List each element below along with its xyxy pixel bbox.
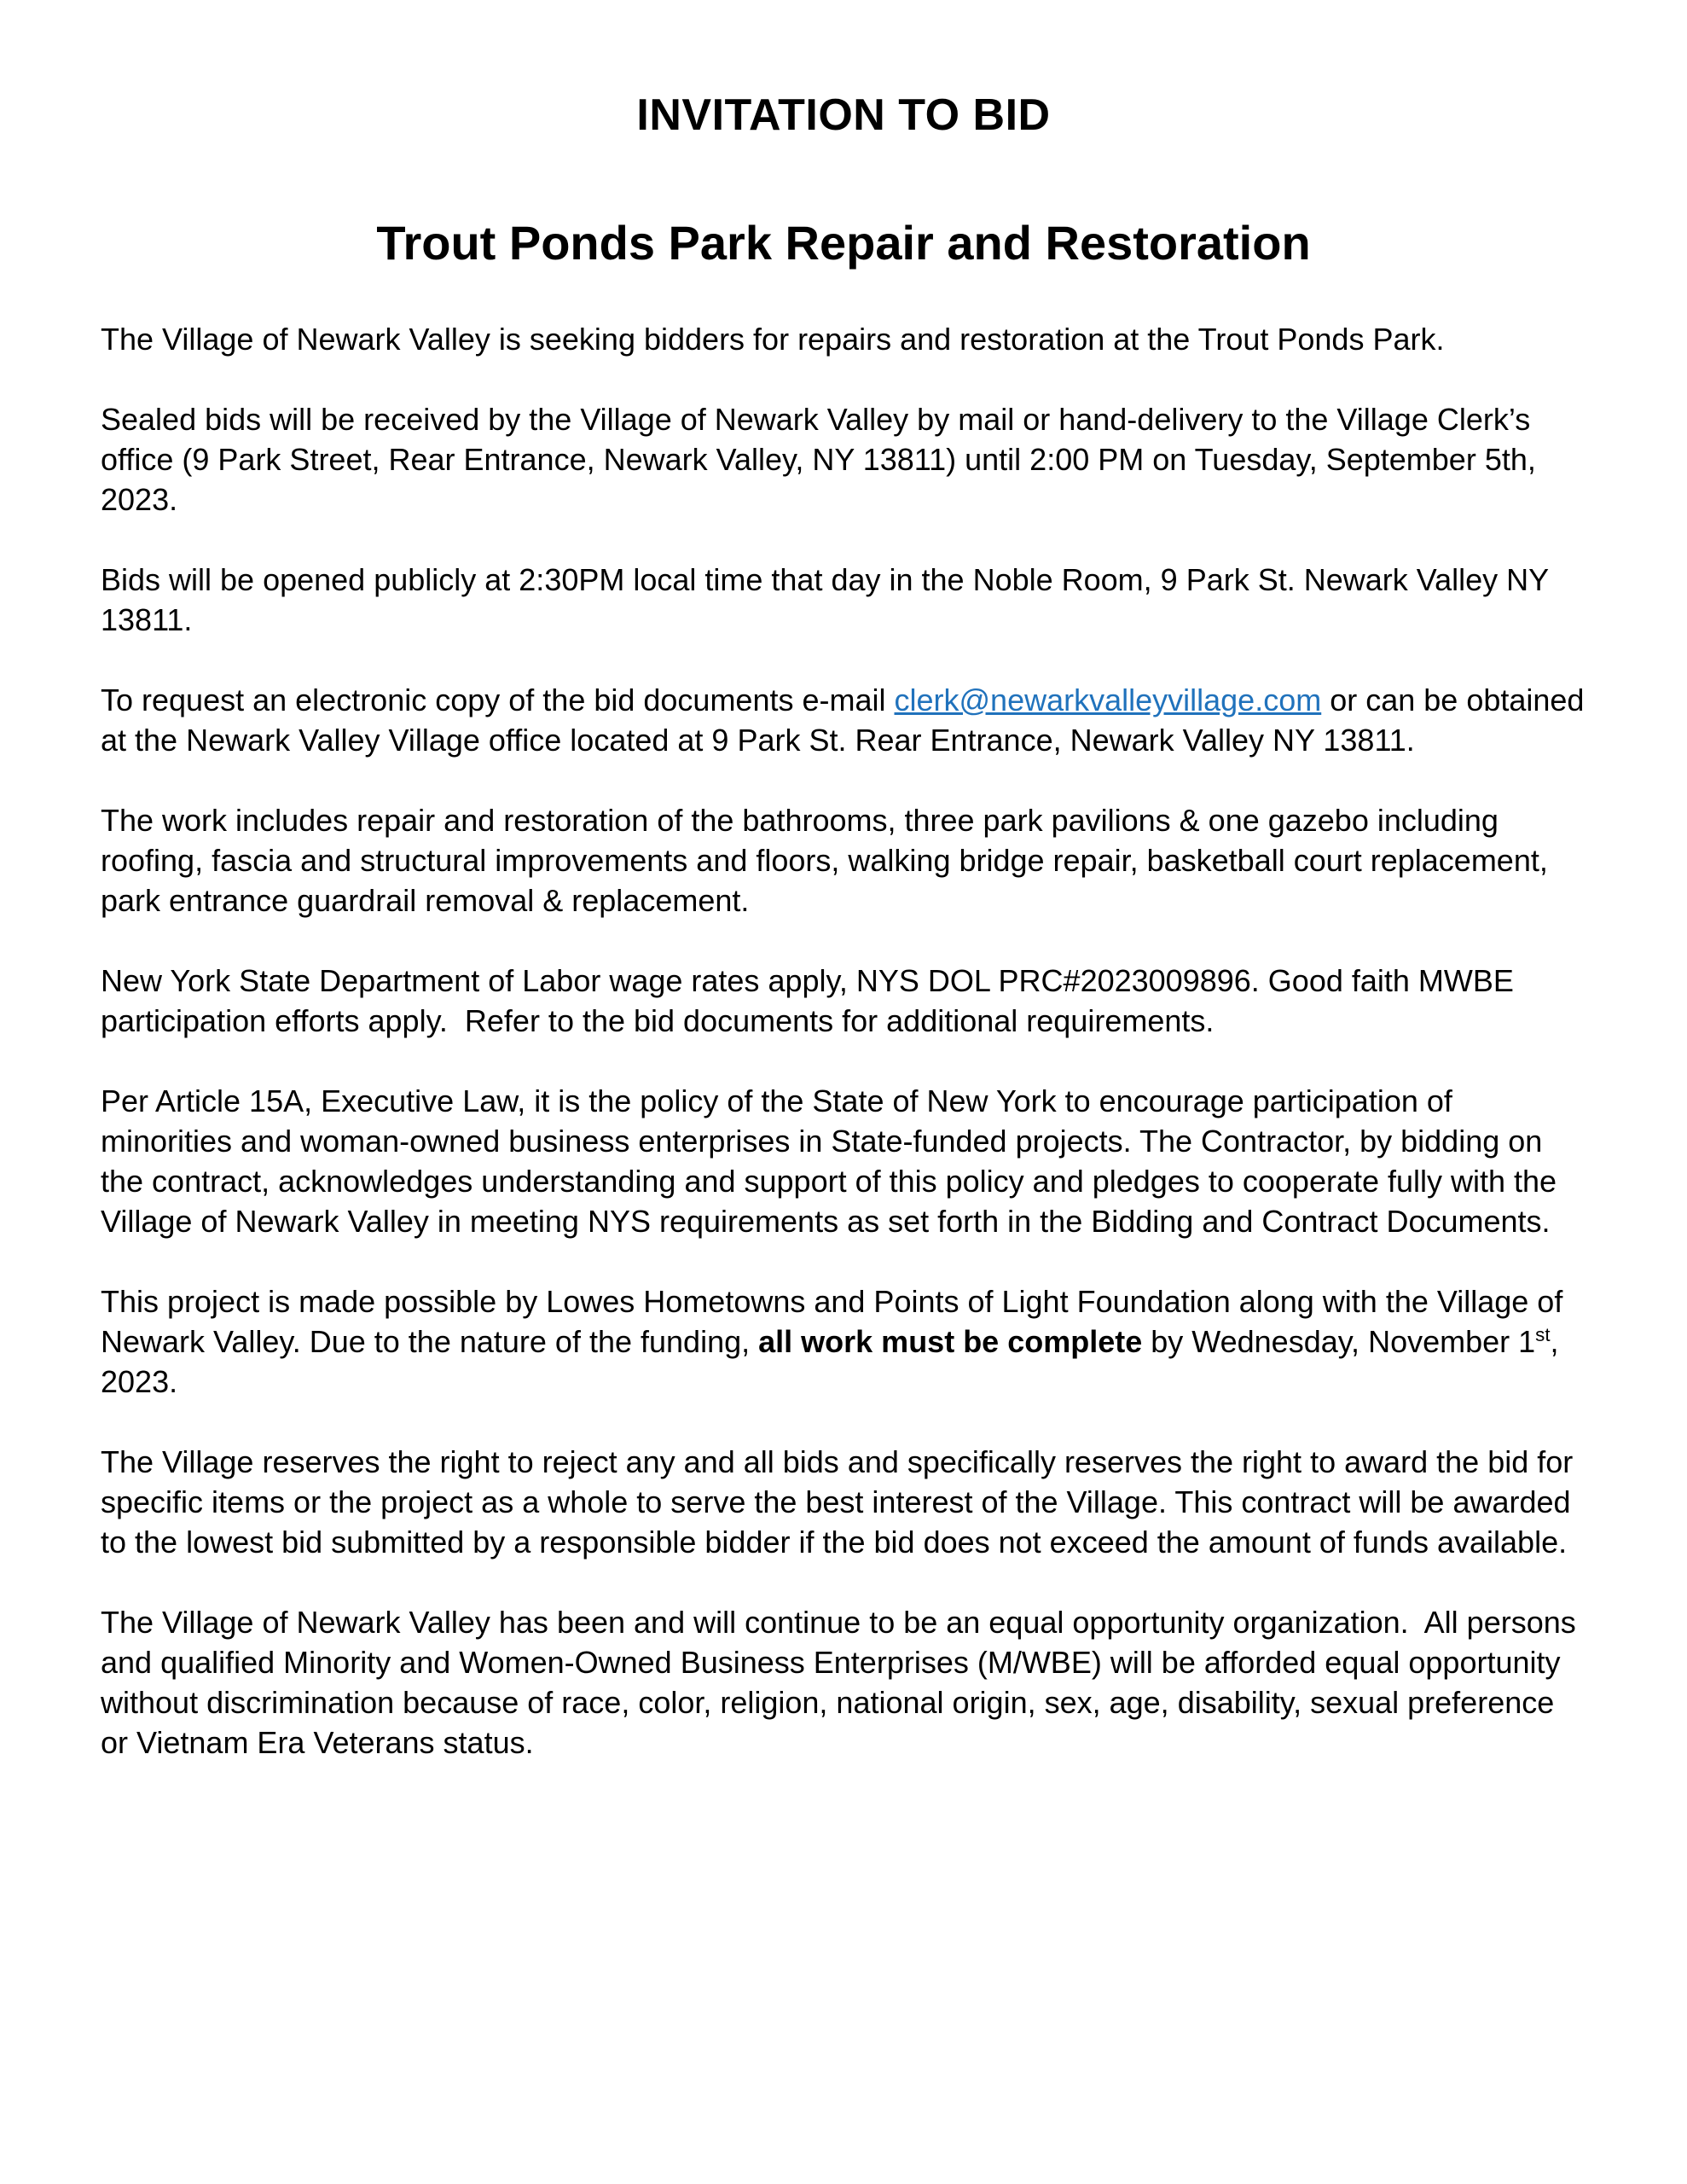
text-run: New York State Department of Labor wage rates apply, NYS DOL PRC#2023009896. Good faith MWBE participation efforts apply. Refer to the bid documents for additional requirements.: [101, 963, 1522, 1038]
text-run: The work includes repair and restoration of the bathrooms, three park pavilions & one gazebo including roofing, fascia and structural improvements and floors, walking bridge repair, basketball court replacement, park entrance guardrail removal & replacement.: [101, 803, 1557, 918]
paragraph: [101, 560, 1586, 640]
text-run: by Wednesday, November 1: [1142, 1324, 1536, 1359]
text-run: , 2023.: [101, 1324, 1568, 1399]
text-run: Bids will be opened publicly at 2:30PM local time that day in the Noble Room, 9 Park St. Newark Valley NY 13811.: [101, 562, 1557, 637]
paragraph: [101, 399, 1586, 520]
text-run: or can be obtained at the Newark Valley Village office located at 9 Park St. Rear Entrance, Newark Valley NY 13811.: [101, 682, 1593, 758]
paragraph: [101, 1442, 1586, 1562]
email-link[interactable]: clerk@newarkvalleyvillage.com: [894, 682, 1322, 717]
document-body: [101, 319, 1593, 1763]
document-title: INVITATION TO BID: [636, 90, 1051, 140]
paragraph: [101, 1602, 1586, 1763]
paragraph: [101, 1281, 1586, 1402]
paragraph: [101, 961, 1586, 1041]
document-subtitle: Trout Ponds Park Repair and Restoration: [376, 216, 1311, 270]
superscript-run: st: [1535, 1324, 1551, 1345]
paragraph: [101, 319, 1586, 359]
text-run: Per Article 15A, Executive Law, it is the policy of the State of New York to encourage participation of minorities and woman-owned business enterprises in State-funded projects. The Contractor, by bidding on the contract, acknowledges understanding and support of this policy and pledges to cooperate fully with the Village of Newark Valley in meeting NYS requirements as set forth in the Bidding and Contract Documents.: [101, 1083, 1566, 1239]
paragraph: [101, 1081, 1586, 1241]
text-run: The Village reserves the right to reject any and all bids and specifically reserves the right to award the bid for specific items or the project as a whole to serve the best interest of the Village. This contract will be awarded to the lowest bid submitted by a responsible bidder if the bid does not exceed the amount of funds available.: [101, 1444, 1582, 1560]
text-run: To request an electronic copy of the bid documents e-mail: [101, 682, 895, 717]
text-run: The Village of Newark Valley is seeking bidders for repairs and restoration at the Trout Ponds Park.: [101, 322, 1445, 357]
paragraph: [101, 800, 1586, 921]
text-run: Sealed bids will be received by the Village of Newark Valley by mail or hand-delivery to the Village Clerk’s office (9 Park Street, Rear Entrance, Newark Valley, NY 13811) until 2:00 PM on Tuesday, September 5th, 2023.: [101, 402, 1545, 517]
text-run: The Village of Newark Valley has been and will continue to be an equal opportunity organization. All persons and qualified Minority and Women-Owned Business Enterprises (M/WBE) will be afforded equal opportunity without discrimination because of race, color, religion, national origin, sex, age, disability, sexual preference or Vietnam Era Veterans status.: [101, 1605, 1585, 1760]
bold-text-run: all work must be complete: [758, 1324, 1143, 1359]
text-run: This project is made possible by Lowes Hometowns and Points of Light Foundation along with the Village of Newark Valley. Due to the nature of the funding,: [101, 1284, 1572, 1359]
paragraph: [101, 680, 1593, 760]
